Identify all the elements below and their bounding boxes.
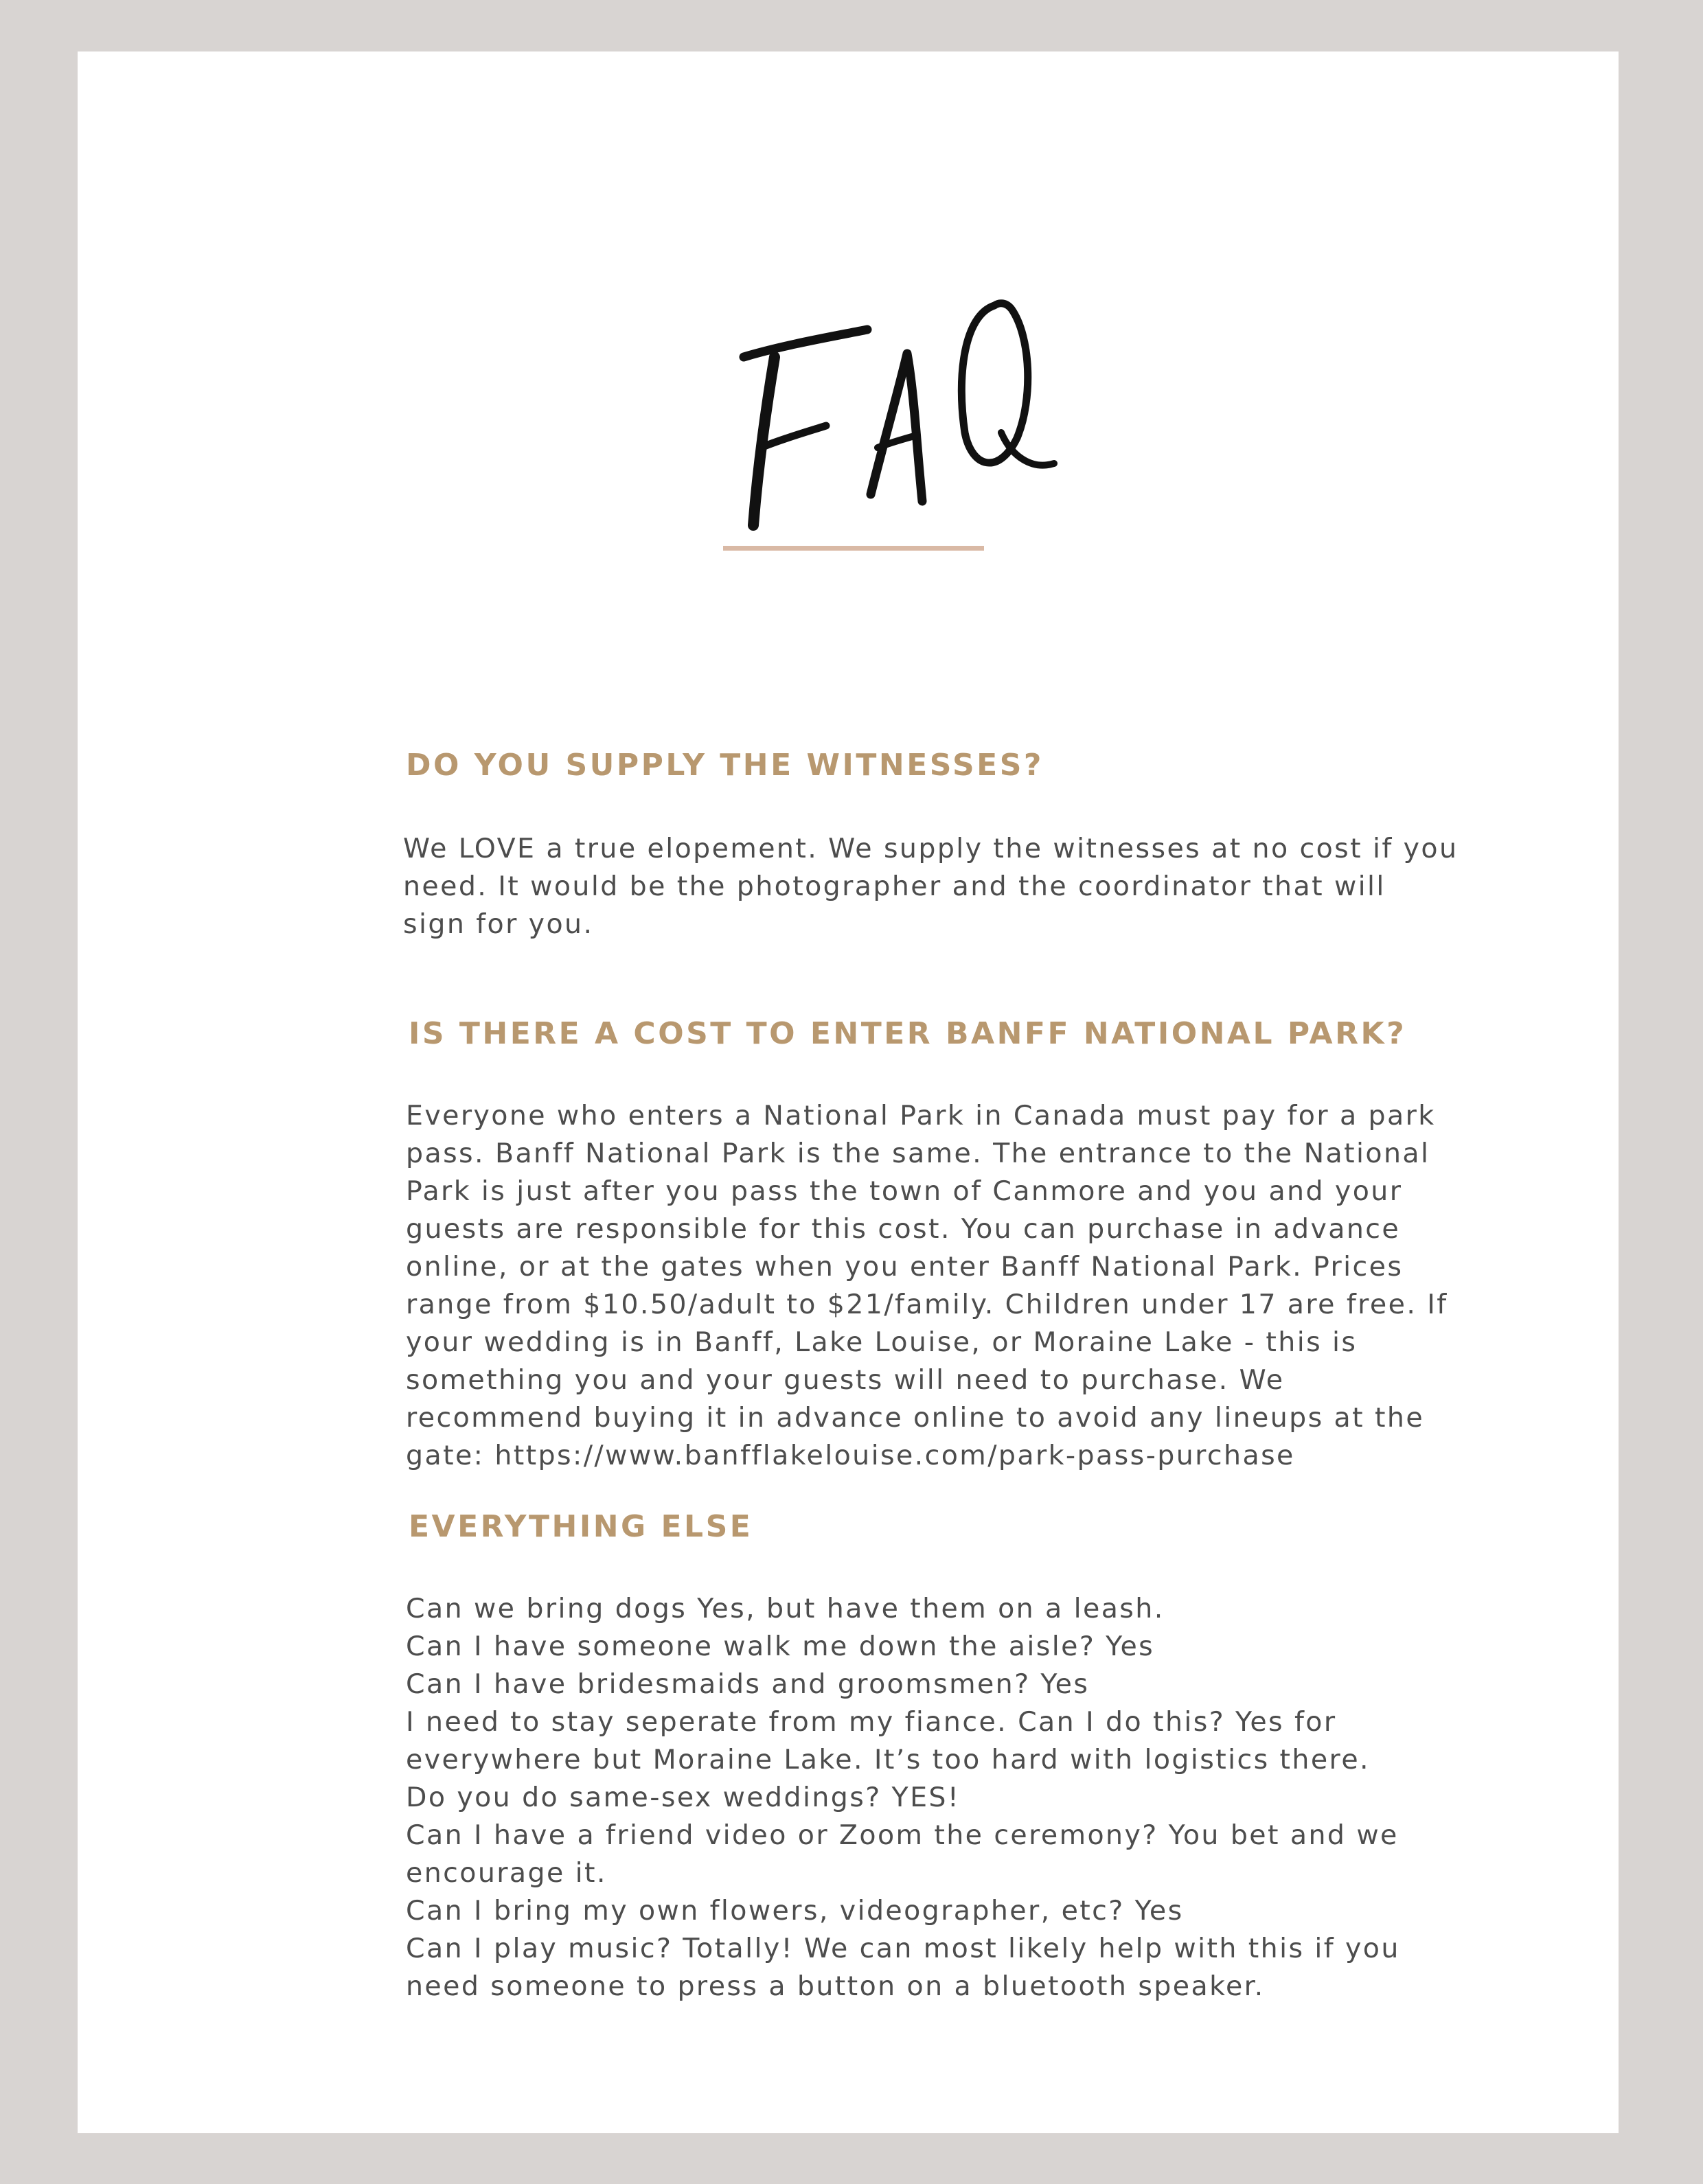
answer-line: We LOVE a true elopement. We supply the witnesses at no cost if you: [403, 833, 1459, 864]
document-page: [78, 51, 1619, 2133]
answer-line: Can I play music? Totally! We can most likely help with this if you: [406, 1933, 1400, 1964]
answer-line: Can we bring dogs Yes, but have them on a leash.: [406, 1593, 1165, 1624]
answer-line: need someone to press a button on a bluetooth speaker.: [406, 1970, 1265, 2002]
answer-line: Can I have a friend video or Zoom the ceremony? You bet and we: [406, 1819, 1399, 1851]
answer-line: sign for you.: [403, 908, 594, 940]
answer-line: Can I have bridesmaids and groomsmen? Yes: [406, 1668, 1090, 1700]
faq-section-park-cost: [328, 1013, 1496, 1475]
answer-line: encourage it.: [406, 1857, 607, 1889]
faq-section-everything-else: [328, 1506, 1496, 2005]
answer-line: Can I have someone walk me down the aisle? Yes: [406, 1631, 1155, 1662]
answer-line: everywhere but Moraine Lake. It’s too hard with logistics there.: [406, 1744, 1370, 1775]
answer-line: Can I bring my own flowers, videographer, etc? Yes: [406, 1895, 1184, 1927]
faq-content: [328, 745, 1496, 2005]
faq-answer: [328, 1097, 1477, 1475]
title-divider: [723, 546, 984, 551]
faq-section-witnesses: [328, 745, 1496, 943]
answer-line: recommend buying it in advance online to avoid any lineups at the: [406, 1402, 1425, 1434]
answer-line: your wedding is in Banff, Lake Louise, or Moraine Lake - this is: [406, 1326, 1358, 1358]
answer-line: Everyone who enters a National Park in Canada must pay for a park: [406, 1100, 1436, 1131]
answer-line-with-url: gate: https://www.banfflakelouise.com/park-pass-purchase: [406, 1440, 1295, 1471]
answer-line: need. It would be the photographer and the coordinator that will: [403, 871, 1386, 902]
faq-heading: DO YOU SUPPLY THE WITNESSES?: [406, 748, 1044, 783]
faq-heading: IS THERE A COST TO ENTER BANFF NATIONAL PARK?: [409, 1016, 1407, 1051]
answer-line: Do you do same-sex weddings? YES!: [406, 1782, 961, 1813]
answer-line: something you and your guests will need to purchase. We: [406, 1364, 1285, 1396]
faq-answer: [328, 830, 1474, 943]
faq-answer: [328, 1590, 1477, 2005]
answer-line: pass. Banff National Park is the same. The entrance to the National: [406, 1138, 1430, 1169]
faq-heading: EVERYTHING ELSE: [409, 1509, 753, 1544]
answer-line: guests are responsible for this cost. You can purchase in advance: [406, 1213, 1401, 1245]
answer-line: range from $10.50/adult to $21/family. Children under 17 are free. If: [406, 1289, 1448, 1320]
answer-line: online, or at the gates when you enter Banff National Park. Prices: [406, 1251, 1404, 1283]
answer-line: I need to stay seperate from my fiance. Can I do this? Yes for: [406, 1706, 1337, 1738]
faq-title-lettering: [737, 288, 1094, 549]
answer-line: Park is just after you pass the town of Canmore and you and your: [406, 1175, 1403, 1207]
